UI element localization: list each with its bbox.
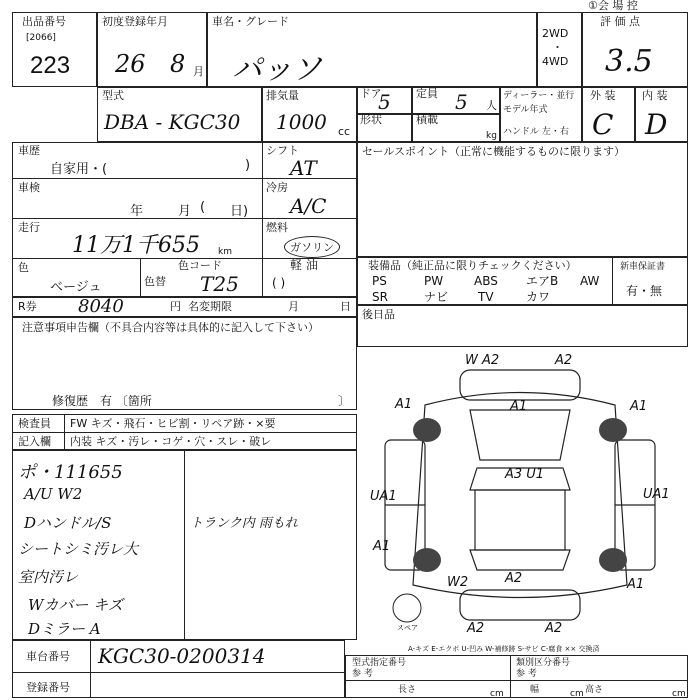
cm-unit-3: cm [672,689,686,699]
cc-unit: cc [338,125,351,138]
inspection-month: 月 [178,204,192,219]
recycle-row [12,297,357,317]
doc-mark: ①会 場 控 [588,0,638,12]
capacity-value: 5 [455,90,468,114]
hw-note-2: A/U W2 [24,485,83,503]
inspector-label-1: 検査員 [18,417,51,430]
inspection-day: 日) [230,204,249,219]
car-damage-diagram [365,350,685,640]
ref-label-2: 参 考 [516,669,537,679]
recycle-label: R券 [18,300,37,313]
yen-unit: 円 [170,300,181,313]
mark-rear-bumper-left: A2 [467,621,485,636]
score-label: 評 価 点 [600,15,640,28]
model-year-label: モデル年式 [503,105,548,115]
sales-point-label: セールスポイント（正常に機能するものに限ります） [362,145,626,158]
inspection-label: 車検 [18,181,40,194]
score-value: 3.5 [605,44,653,79]
aircon-value: A/C [290,194,327,218]
model-spec-label: 型式指定番号 [352,658,407,668]
mark-roof: A3 U1 [505,467,545,482]
chassis-label: 車台番号 [26,650,70,663]
equip-abs: ABS [474,274,498,288]
fuel-gas: ガソリン [284,236,340,258]
new-car-label: 新車保証書 [620,262,666,272]
handle-label: ハンドル 左・右 [503,127,569,137]
height-label: 高さ [585,685,604,695]
class-label: 類別区分番号 [516,658,571,668]
later-label: 後日品 [362,308,395,321]
equip-aw: AW [580,274,600,288]
hw-note-1: ポ・111655 [18,462,123,483]
chassis-value: KGC30-0200314 [98,644,266,668]
capacity-label: 定員 [416,87,438,100]
shape-label: 形状 [360,113,382,126]
reg-number-label: 登録番号 [26,681,70,694]
displacement-value: 1000 [276,110,327,134]
cm-unit-2: cm [570,689,584,699]
hood [470,410,570,460]
inspection-year: 年 [130,204,144,219]
roof [475,490,565,550]
equip-airbag: エアB [526,274,559,288]
load-label: 積載 [416,113,438,126]
mileage-value: 11万1千655 [72,233,200,258]
equip-ps: PS [372,274,387,288]
shift-value: AT [290,156,317,180]
length-label: 長さ [398,685,417,695]
reg-year: 26 [115,50,146,78]
new-car-value: 有・無 [626,284,663,298]
color-code-sub: 色コード [178,259,222,272]
inspector-label-2: 記入欄 [18,435,51,448]
name-change-label: 名変期限 [188,300,232,313]
displacement-label: 排気量 [266,89,299,102]
hw-note-3: Dハンドル/S [24,514,112,532]
inspection-day-open: ( [200,200,206,215]
later-box [357,305,688,347]
hw-note-7: Dミラー A [28,620,101,638]
recycle-value: 8040 [78,296,124,317]
kg-unit: kg [486,131,497,141]
cm-unit-1: cm [490,689,504,699]
equip-leather: カワ [526,290,551,304]
mark-left-door: UA1 [370,489,397,504]
model-label: 車名・グレード [212,15,289,28]
mark-left-rear: A1 [373,539,391,554]
notes-label: 注意事項申告欄（不具合内容等は具体的に記入して下さい） [22,321,319,334]
equip-tv: TV [478,290,494,304]
wheel-rr [599,548,627,572]
drive-2wd: 2WD [542,27,569,40]
mark-right-door: UA1 [643,487,670,502]
mark-left-front: A1 [395,397,413,412]
model-name: パッソ [232,52,322,87]
rear-bumper [460,590,580,620]
mark-rear-wheel: W2 [447,575,469,590]
shift-label: シフト [266,144,299,157]
type-label: 型式 [102,89,124,102]
mark-front-right: A2 [555,353,573,368]
repair-value: 有 〔箇所 [100,394,152,408]
mileage-label: 走行 [18,221,40,234]
listing-no-label: 出品番号 [22,15,66,28]
mark-front-bumper: W A2 [465,353,500,368]
repair-close: 〕 [338,394,351,408]
mark-rear-bumper-right: A2 [545,621,563,636]
mark-right-rear: A1 [627,577,645,592]
first-reg-label: 初度登録年月 [102,15,168,28]
damage-legend: A-キズ E-エクボ U-凹み W-補修跡 S-サビ C-腐食 ×× 交換済 [408,645,600,653]
rear-window [470,550,570,570]
wheel-rl [413,548,441,572]
history-label: 車歴 [18,144,40,157]
equip-sr: SR [372,290,388,304]
width-label: 幅 [530,685,540,695]
ref-label-1: 参 考 [352,669,373,679]
spare-tire-icon [393,594,421,622]
wheel-fr [599,418,627,442]
drive-dot: ・ [552,41,563,54]
exterior-label: 外 装 [590,89,616,102]
color-label: 色 [18,261,29,274]
inspector-row-1: FW キズ・飛石・ヒビ割・リペア跡・×要 [70,417,276,430]
history-close: ) [245,158,251,173]
km-unit: km [218,247,232,257]
listing-code: [2066] [26,33,56,43]
equipment-label: 装備品（純正品に限りチェックください） [368,259,577,272]
interior-label: 内 装 [642,89,668,102]
mark-hood: A1 [510,399,528,414]
sales-point-box [357,142,688,257]
doors-label: ドア [360,87,382,100]
history-value: 自家用・( [50,162,108,177]
hw-note-6: Wカバー キズ [28,596,123,614]
type-value: DBA - KGC30 [104,110,241,134]
color-code-label: 色替 [144,275,166,288]
drive-4wd: 4WD [542,55,569,68]
body-outline [413,393,627,598]
color-code-value: T25 [200,272,239,296]
month-suffix: 月 [193,65,204,78]
wheel-fl [413,418,441,442]
hw-note-4: シートシミ汚レ大 [18,540,139,558]
mark-right-front: A1 [630,399,648,414]
dealer-label: ディーラー・並行 [503,91,575,101]
mark-trunk: A2 [505,571,523,586]
fuel-paren: ( ) [272,276,286,290]
aircon-label: 冷房 [266,181,288,194]
interior-grade: D [645,108,668,141]
exterior-grade: C [592,108,614,141]
lot-number: 223 [30,52,71,79]
trunk-note: トランク内 雨もれ [190,516,298,531]
equip-pw: PW [424,274,444,288]
person-unit: 人 [486,99,497,112]
hw-note-5: 室内汚レ [18,568,79,586]
equip-navi: ナビ [424,290,449,304]
inspector-row-2: 内装 キズ・汚レ・コゲ・穴・スレ・破レ [70,435,272,448]
spare-label: スペア [397,624,418,632]
name-change-day: 日 [340,300,351,313]
fuel-label: 燃料 [266,221,288,234]
doors-value: 5 [378,90,391,114]
fuel-diesel: 軽 油 [290,258,318,272]
reg-month: 8 [170,50,186,78]
repair-label: 修復歴 [52,394,89,408]
color-value: ベージュ [50,280,102,295]
name-change-month: 月 [288,300,299,313]
